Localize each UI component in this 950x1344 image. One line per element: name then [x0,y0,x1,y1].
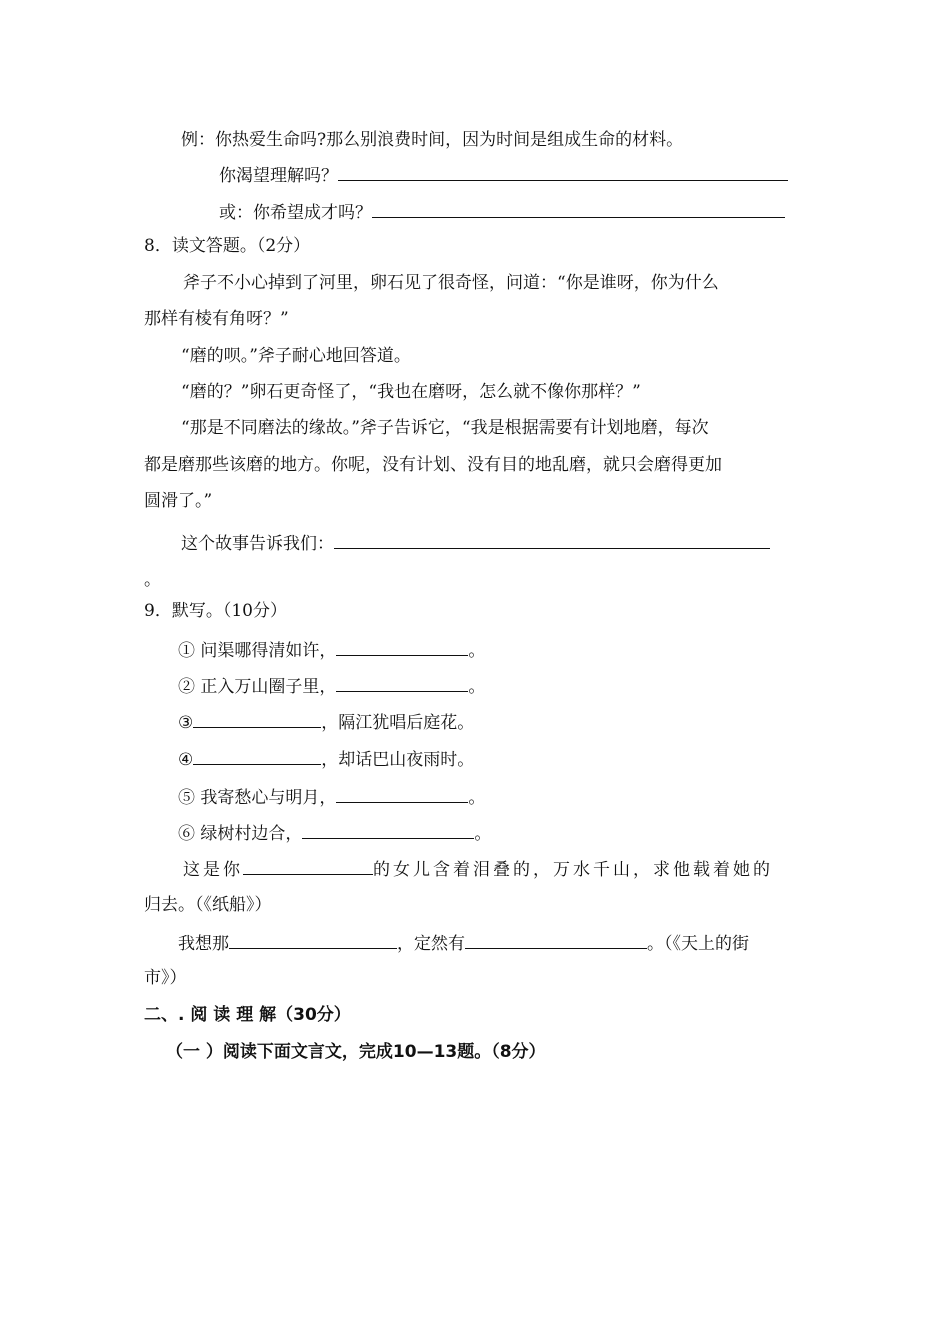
q9-item-1 [178,637,485,663]
q9-item-7 [183,856,773,882]
q9-item-5 [178,784,485,810]
q9-item-3-blank[interactable] [193,709,321,728]
q9-item-5-end: 。 [468,788,486,808]
q9-item-2-end: 。 [468,677,486,697]
q8-answer-prompt: 这个故事告诉我们： [181,534,334,554]
q9-item-8 [178,930,749,956]
q8-paragraph-1b: 那样有棱有角呀？” [144,309,289,329]
q9-item-5-blank[interactable] [336,784,468,803]
q9-item-6 [178,820,491,846]
q7-answer-blank-1[interactable] [338,162,788,181]
section-2-subheading: （一 ）阅读下面文言文，完成10—13题。（8分） [166,1042,546,1062]
q8-answer-blank[interactable] [334,530,770,549]
q9-item-8-blank-2[interactable] [465,930,647,949]
q9-item-1-blank[interactable] [336,637,468,656]
q9-item-2 [178,673,485,699]
q9-item-6-text: ⑥ 绿树村边合， [178,824,303,844]
q9-item-8-line-2: 市》） [144,968,187,988]
q9-item-7-text-2: 的女儿含着泪叠的，万水千山，求他载着她的 [373,860,773,880]
q9-item-3 [178,709,474,735]
q9-item-6-end: 。 [474,824,492,844]
q9-item-2-text: ② 正入万山圈子里， [178,677,337,697]
q9-item-8-blank-1[interactable] [229,930,397,949]
q8-paragraph-4a: “那是不同磨法的缘故。”斧子告诉它，“我是根据需要有计划地磨，每次 [181,418,709,438]
q7-prompt-1 [219,162,788,188]
q8-paragraph-4b: 都是磨那些该磨的地方。你呢，没有计划、没有目的地乱磨，就只会磨得更加 [144,455,722,475]
section-2-heading: 二、. 阅 读 理 解（30分） [144,1005,351,1025]
q8-heading: 8．读文答题。（2分） [144,236,311,256]
q9-item-7-text: 这是你 [183,860,243,880]
q7-prompt-2-text: 或：你希望成才吗？ [219,203,372,223]
q8-paragraph-1a: 斧子不小心掉到了河里，卵石见了很奇怪，问道：“你是谁呀，你为什么 [183,273,719,293]
q9-item-3-num: ③ [178,713,194,733]
q9-item-4-num: ④ [178,750,194,770]
q8-answer-line [181,530,770,556]
q9-item-8-text-2: 。（《天上的街 [647,934,749,954]
q8-paragraph-4c: 圆滑了。” [144,491,213,511]
q9-item-6-blank[interactable] [302,820,474,839]
q9-item-4-text: ，却话巴山夜雨时。 [321,750,475,770]
q8-paragraph-2: “磨的呗。”斧子耐心地回答道。 [181,346,411,366]
q9-item-7-blank[interactable] [243,856,373,875]
q9-item-8-text: 我想那 [178,934,229,954]
q9-item-3-text: ，隔江犹唱后庭花。 [321,713,475,733]
q9-item-4 [178,746,474,772]
q7-prompt-2 [219,199,785,225]
q7-example: 例：你热爱生命吗?那么别浪费时间，因为时间是组成生命的材料。 [181,130,684,150]
q9-item-1-text: ① 问渠哪得清如许， [178,641,337,661]
q8-answer-end: 。 [144,570,161,590]
q7-answer-blank-2[interactable] [372,199,785,218]
q9-item-1-end: 。 [468,641,486,661]
q9-item-5-text: ⑤ 我寄愁心与明月， [178,788,337,808]
q9-heading: 9．默写。（10分） [144,601,287,621]
q7-prompt-1-text: 你渴望理解吗？ [219,166,338,186]
q8-paragraph-3: “磨的？”卵石更奇怪了，“我也在磨呀，怎么就不像你那样？” [181,382,641,402]
q9-item-7-line-2: 归去。（《纸船》） [144,895,272,915]
q9-item-2-blank[interactable] [336,673,468,692]
q9-item-8-mid: ，定然有 [397,934,465,954]
q9-item-4-blank[interactable] [193,746,321,765]
